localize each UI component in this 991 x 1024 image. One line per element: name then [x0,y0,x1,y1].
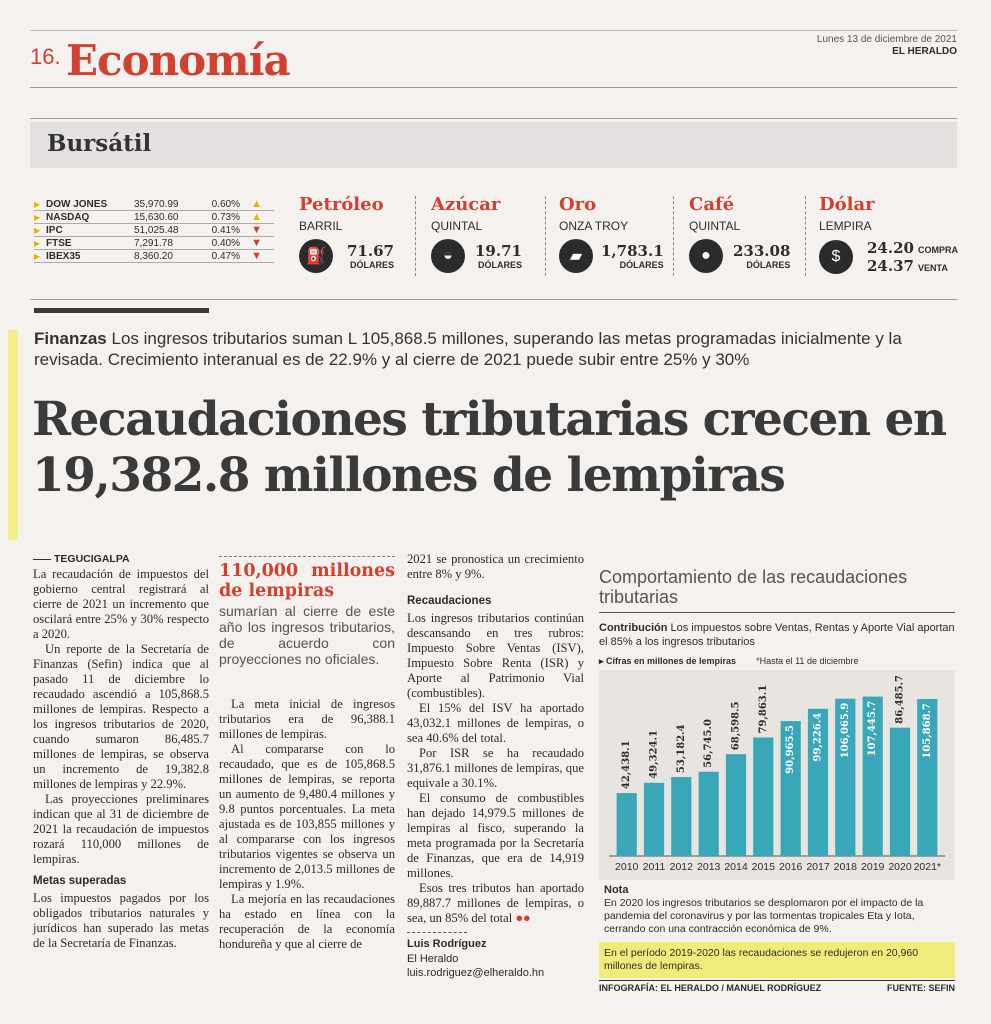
revenue-bar-chart [599,670,955,880]
infographic-credit: INFOGRAFÍA: EL HERALDO / MANUEL RODRÍGUEZ [599,983,822,993]
x-tick-label: 2020 [888,861,912,873]
paragraph: Los impuestos pagados por los obligados tributarios naturales y jurídicos han superado las metas de la Secretaría de Finanzas. [33,891,209,950]
stock-index-table [34,198,274,263]
oil-can-icon: ⛽ [299,239,333,273]
paragraph: 2021 se pronostica un crecimiento entre 8% y 9%. [407,552,584,581]
bar-2014 [726,754,746,856]
bar-value-label: 99,226.4 [812,712,824,762]
commodity-unit: LEMPIRA [819,219,872,233]
bursatil-top-rule [30,118,957,119]
section-accent-bar [34,308,209,313]
down-arrow-icon: ▼ [251,250,262,262]
index-change: 0.40% [211,237,240,249]
x-tick-label: 2017 [806,861,830,873]
dateline: TEGUCIGALPA [33,552,209,567]
pull-quote-text: sumarían al cierre de este año los ingresos tributarios, de acuerdo con proyecciones no oficiales. [219,603,395,667]
index-name: DOW JONES [46,198,108,210]
up-arrow-icon: ▲ [251,198,262,210]
paragraph: Por ISR se ha recaudado 31,876.1 millones de lempiras, que equivale a 30.1%. [407,746,584,790]
index-name: NASDAQ [46,211,90,223]
bullet-arrow-icon: ▶ [34,238,41,248]
sugar-sack-icon: ◒ [431,239,465,273]
paragraph: Los ingresos tributarios continúan descansando en tres rubros: Impuesto Sobre Ventas (ISV), Impuesto Sobre Renta (ISR) y Aporte al Patrimonio Vial (combustibles). [407,611,584,700]
commodity-unit: BARRIL [299,219,343,233]
end-mark: ●● [515,911,531,925]
divider [545,196,546,276]
x-tick-label: 2014 [724,861,748,873]
bullet-arrow-icon: ▶ [34,199,41,209]
commodity-value: 1,783.1 [601,242,664,260]
index-name: IBEX35 [46,250,81,262]
paragraph-text: Esos tres tributos han aportado 89,887.7 millones de lempiras, o sea, un 85% del total [407,881,584,925]
bar-value-label: 56,745.0 [703,719,715,768]
paragraph: La meta inicial de ingresos tributarios era de 96,388.1 millones de lempiras. [219,697,395,741]
paragraph: El 15% del ISV ha aportado 43,032.1 millones de lempiras, o sea 40.6% del total. [407,701,584,745]
index-row [34,237,274,250]
pull-quote-number: 110,000 millones de lempiras [219,556,395,601]
commodity-unit: QUINTAL [689,219,741,233]
index-change: 0.73% [211,211,240,223]
highlighter-mark [8,330,18,540]
subheading: Metas superadas [33,875,127,887]
index-value: 7,291.78 [134,237,173,249]
commodity-cafe [689,194,790,273]
bar-2020 [890,728,910,856]
note-highlight-text: En el período 2019-2020 las recaudaciones se redujeron en 20,960 millones de lempiras. [604,947,919,972]
commodity-dolar [819,194,958,275]
paragraph: Las proyecciones preliminares indican que al 31 de diciembre de 2021 la recaudación de impuestos rozará 110,000 millones de lempiras. [33,792,209,866]
bar-value-label: 49,324.1 [648,730,660,779]
infographic-notes [599,656,955,667]
infographic-title: Comportamiento de las recaudaciones tributarias [599,567,908,607]
commodity-currency: DÓLARES [477,260,522,270]
down-arrow-icon: ▼ [251,224,262,236]
infographic-contribution [599,621,955,649]
bar-2015 [753,738,773,857]
commodity-name: Oro [559,194,597,215]
dollar-buy-value: 24.20 [867,239,914,257]
bursatil-band [30,122,957,168]
up-arrow-icon: ▲ [251,211,262,223]
note-title: Nota [604,884,629,896]
commodity-name: Dólar [819,194,875,215]
bar-value-label: 68,598.5 [730,701,742,751]
index-change: 0.47% [211,250,240,262]
date-note: *Hasta el 11 de diciembre [756,656,859,666]
credit-rule [599,980,955,981]
paragraph: El consumo de combustibles han dejado 14,979.5 millones de lempiras al fisco, superando la meta programada por la Secretaría de Finanzas, que era de 14,919 millones. [407,791,584,880]
paragraph: Al compararse con lo recaudado, que es de 105,868.5 millones de lempiras, se reporta un aumento de 9,480.4 millones y 9.8 puntos porcentuales. La meta ajustada es de 103,855 millones y al compararse con los ingresos tributarios vigentes se observa un incremento de 2,013.5 millones de lempiras y 1.9%. [219,742,395,891]
infographic-source: FUENTE: SEFIN [886,983,955,993]
x-tick-label: 2010 [615,861,639,873]
paragraph-final [407,881,584,926]
dollar-buy-label: COMPRA [917,245,958,255]
gold-bars-icon: ▰ [559,239,593,273]
infographic-title-rule [599,612,955,613]
commodity-currency: DÓLARES [349,260,394,270]
x-tick-label: 2019 [861,861,885,873]
divider [673,196,674,276]
commodity-value: 19.71 [475,242,522,260]
newspaper-name: EL HERALDO [892,46,957,57]
bar-value-label: 79,863.1 [757,684,769,734]
contribution-text: Los impuestos sobre Ventas, Rentas y Aporte Vial aportan el 85% a los ingresos tributarios [599,622,955,648]
bullet-arrow-icon: ▶ [34,251,41,261]
x-tick-label: 2013 [697,861,721,873]
bar-2010 [617,793,637,856]
bar-2011 [644,783,664,856]
subheading: Recaudaciones [407,595,492,607]
article-kicker: Finanzas [34,329,107,348]
publication-date: Lunes 13 de diciembre de 2021 [816,34,957,45]
commodity-unit: QUINTAL [431,219,483,233]
commodity-name: Petróleo [299,194,384,215]
author-email[interactable]: luis.rodriguez@elheraldo.hn [407,967,545,979]
author-name: Luis Rodríguez [407,938,487,950]
author-rule [407,932,467,933]
top-rule [30,30,957,31]
x-tick-label: 2016 [779,861,803,873]
commodity-currency: DÓLARES [746,260,791,270]
bar-2013 [699,772,719,856]
commodity-name: Café [689,194,735,215]
index-row [34,211,274,224]
units-note: ▸ Cifras en millones de lempiras [599,656,737,666]
commodity-value: 233.08 [733,242,791,260]
bullet-arrow-icon: ▶ [34,225,41,235]
index-value: 35,970.99 [134,198,179,210]
bar-value-label: 90,965.5 [785,725,797,774]
x-tick-label: 2015 [751,861,775,873]
article-lead-text: Los ingresos tributarios suman L 105,868.5 millones, superando las metas programadas inicialmente y la revisada. Crecimiento interanual es de 22.9% y al cierre de 2021 puede subir entre 25% y 30% [34,329,902,369]
index-value: 51,025.48 [134,224,179,236]
index-value: 8,360.20 [134,250,173,262]
divider [805,196,806,276]
article-headline: Recaudaciones tributarias crecen en 19,382.8 millones de lempiras [32,392,946,503]
author-outlet: El Heraldo [407,953,459,965]
bar-value-label: 107,445.7 [867,700,879,757]
paragraph: La recaudación de impuestos del gobierno central registrará al cierre de 2021 un incremento que oscilará entre 25% y 30% respecto a 2020. [33,567,209,641]
x-tick-label: 2012 [669,861,693,873]
index-change: 0.41% [211,224,240,236]
article-column-1 [33,552,209,951]
index-name: IPC [46,224,63,236]
commodity-name: Azúcar [431,194,501,215]
commodity-unit: ONZA TROY [559,219,629,233]
section-title: Economía [66,36,290,85]
bar-value-label: 106,065.9 [839,702,851,759]
bar-value-label: 105,868.7 [921,703,933,759]
index-row [34,224,274,237]
dollar-sell-value: 24.37 [867,257,914,275]
bar-2012 [671,777,691,856]
commodity-oro [559,194,664,273]
note-text: En 2020 los ingresos tributarios se desplomaron por el impacto de la pandemia del coronavirus y por las tormentas tropicales Eta y Iota, cerrando con una contracción económica de 9%. [604,897,924,935]
divider [415,196,416,276]
bar-value-label: 53,182.4 [675,724,687,774]
down-arrow-icon: ▼ [251,237,262,249]
header-rule [30,87,957,88]
article-column-2 [219,556,395,952]
bar-value-label: 86,485.7 [894,674,906,724]
commodity-currency: DÓLARES [619,260,664,270]
commodity-value: 71.67 [347,242,394,260]
page-number: 16. [30,44,61,69]
x-tick-label: 2018 [833,861,857,873]
x-tick-label: 2011 [642,861,666,873]
commodity-azucar [431,194,522,273]
index-row [34,198,274,211]
bar-value-label: 42,438.1 [621,740,633,790]
paragraph: La mejoría en las recaudaciones ha estado en línea con la recuperación de la economía hondureña y que al cierre de [219,892,395,951]
paragraph: Un reporte de la Secretaría de Finanzas (Sefin) indica que al pasado 11 de diciembre lo recaudado ascendió a 105,868.5 millones de lempiras. Respecto a los ingresos tributarios de 2020, cuando sumaron 86,485.7 millones de lempiras, se observa un incremento de 19,382.8 millones de lempiras y 22.9%. [33,642,209,791]
index-name: FTSE [46,237,72,249]
money-bag-icon: $ [819,240,853,274]
index-value: 15,630.60 [134,211,179,223]
bursatil-title: Bursátil [47,130,152,157]
index-change: 0.60% [211,198,240,210]
article-column-3 [407,552,584,980]
index-row [34,250,274,263]
article-lead [34,328,959,370]
bullet-arrow-icon: ▶ [34,212,41,222]
coffee-beans-icon: ● [689,239,723,273]
commodity-petroleo [299,194,394,273]
contribution-label: Contribución [599,622,668,634]
bursatil-bottom-rule [30,299,957,300]
dollar-sell-label: VENTA [917,263,948,273]
x-tick-label: 2021* [913,861,942,873]
